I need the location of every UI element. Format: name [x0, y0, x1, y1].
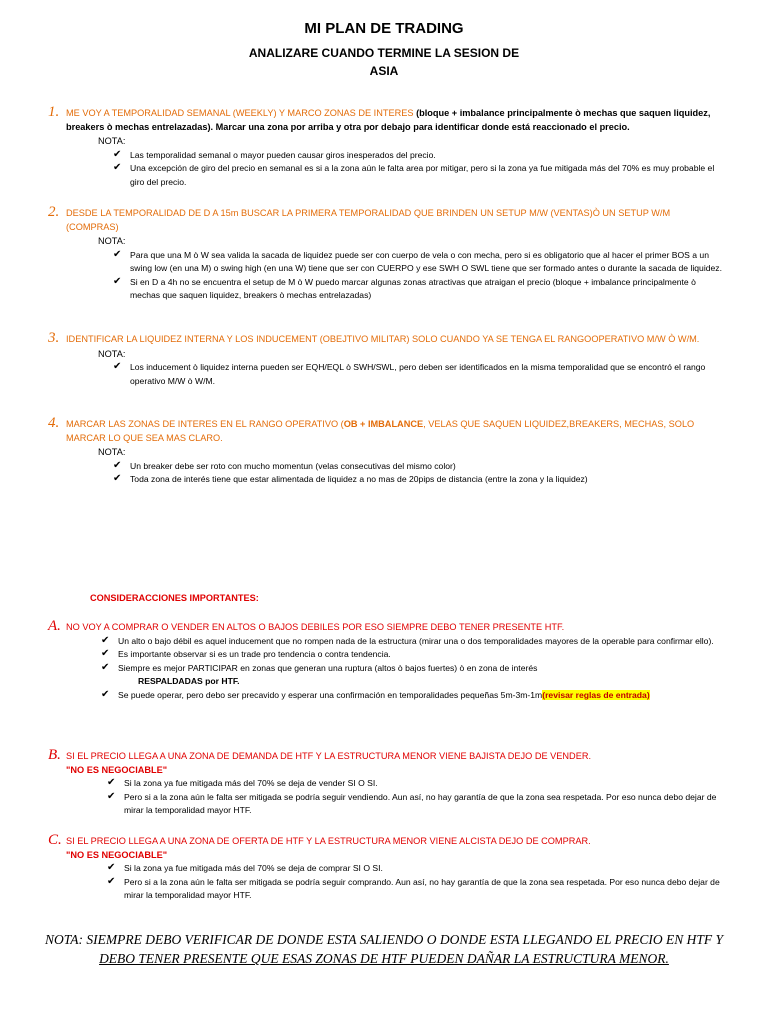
checkmark-icon: ✔ [101, 688, 110, 700]
check-item: ✔ Un alto o bajo débil es aquel inducement que no rompen nada de la estructura (mirar una o dos temporalidades mayores de la operable para confirmar ello). [101, 634, 714, 646]
checkmark-icon: ✔ [107, 777, 116, 788]
step-3 [48, 330, 724, 388]
nota-label: NOTA: [98, 236, 126, 246]
rule-a [48, 618, 724, 702]
checkmark-icon: ✔ [113, 148, 122, 160]
checkmark-icon: ✔ [101, 648, 110, 659]
checkmark-icon: ✔ [107, 790, 116, 802]
nota-label: NOTA: [98, 348, 126, 359]
footer-line-1: NOTA: SIEMPRE DEBO VERIFICAR DE DONDE ESTA SALIENDO O DONDE ESTA LLEGANDO EL PRECIO EN HTF Y [45, 932, 723, 947]
check-item: ✔ Pero si a la zona aún le falta ser mitigada se podría seguir vendiendo. Aun así, no hay garantía de que la zona sea respetada. Por eso nunca debo dejar de mirar la temporalidad mayor HTF. [107, 790, 717, 815]
rule-letter: A. [48, 618, 61, 634]
nota-label: NOTA: [98, 447, 126, 457]
check-item: ✔ Si la zona ya fue mitigada más del 70% se deja de comprar SI O SI. [107, 862, 383, 873]
check-item: ✔ Si en D a 4h no se encuentra el setup de M ò W puedo marcar algunas zonas atractivas que atraigan el precio (bloque + imbalance principalmente ò mechas que saquen liquidez, breakers ò mechas entrelazadas) [113, 275, 696, 300]
check-item: ✔ Es importante observar si es un trade pro tendencia o contra tendencia. [101, 648, 391, 659]
checkmark-icon: ✔ [113, 473, 122, 484]
step-number: 1. [48, 104, 60, 120]
non-negotiable-label: "NO ES NEGOCIABLE" [66, 764, 168, 775]
checkmark-icon: ✔ [101, 661, 110, 673]
subtitle-line-2: ASIA [369, 64, 399, 78]
non-negotiable-label: "NO ES NEGOCIABLE" [66, 849, 168, 860]
step-number: 3. [48, 330, 60, 346]
step-heading: DESDE LA TEMPORALIDAD DE D A 15m BUSCAR LA PRIMERA TEMPORALIDAD QUE BRINDEN UN SETUP M/W (VENTAS)Ò UN SETUP W/M (COMPRAS) [66, 208, 671, 232]
check-item: ✔ Un breaker debe ser roto con mucho momentun (velas consecutivas del mismo color) [113, 459, 456, 471]
subtitle-line-1: ANALIZARE CUANDO TERMINE LA SESION DE [248, 46, 520, 60]
checkmark-icon: ✔ [113, 275, 122, 287]
step-1 [48, 104, 724, 189]
check-item: ✔ Se puede operar, pero debo ser precavido y esperar una confirmación en temporalidades pequeñas 5m-3m-1m(revisar reglas de entrada) [101, 688, 650, 700]
check-item: ✔ Para que una M ò W sea valida la sacada de liquidez puede ser con cuerpo de vela o con mecha, pero si es obligatorio que al hacer el primer BOS a un swing low (en una M) o swing high (en una W) tiene que ser con CUERPO y ese SWH O SWL tiene que ser formado antes o durante la sacada de liquidez. [113, 248, 722, 273]
highlight-note: (revisar reglas de entrada) [542, 689, 650, 700]
check-item: ✔ Si la zona ya fue mitigada más del 70% se deja de vender SI O SI. [107, 777, 378, 788]
rule-heading: SI EL PRECIO LLEGA A UNA ZONA DE DEMANDA DE HTF Y LA ESTRUCTURA MENOR VIENE BAJISTA DEJO DE VENDER. [66, 751, 592, 761]
checkmark-icon: ✔ [107, 862, 116, 873]
check-item: ✔ Las temporalidad semanal o mayor pueden causar giros inesperados del precio. [113, 148, 436, 160]
check-item: ✔ Siempre es mejor PARTICIPAR en zonas que generan una ruptura (altos ò bajos fuertes) ò en zona de interés RESPALDADAS por HTF. [101, 661, 538, 686]
checkmark-icon: ✔ [107, 875, 116, 887]
check-item: ✔ Una excepción de giro del precio en semanal es si a la zona aún le falta area por mitigar, pero si la zona ya fue mitigada más del 70% es muy probable el giro del precio. [113, 162, 715, 187]
considerations-heading: CONSIDERACCIONES IMPORTANTES: [90, 593, 259, 603]
footer-note [0, 930, 768, 968]
step-heading: IDENTIFICAR LA LIQUIDEZ INTERNA Y LOS INDUCEMENT (OBEJTIVO MILITAR) SOLO CUANDO YA SE TENGA EL RANGOOPERATIVO M/W Ò W/M. [66, 334, 700, 344]
rule-letter: B. [48, 747, 61, 763]
step-number: 2. [48, 204, 60, 220]
checkmark-icon: ✔ [113, 361, 122, 372]
checkmark-icon: ✔ [113, 248, 122, 260]
step-heading: ME VOY A TEMPORALIDAD SEMANAL (WEEKLY) Y MARCO ZONAS DE INTERES (bloque + imbalance principalmente ò mechas que saquen liquidez, breakers ò mechas entrelazadas). Marcar una zona por arriba y otra por debajo para identificar donde está reaccionado el precio. [66, 108, 711, 132]
check-item: ✔ Pero si a la zona aún le falta ser mitigada se podría seguir comprando. Aun así, no hay garantía de que la zona sea respetada. Por eso nunca debo dejar de mirar la temporalidad mayor HTF. [107, 875, 720, 900]
nota-label: NOTA: [98, 136, 126, 146]
step-2 [48, 204, 724, 303]
rule-heading: NO VOY A COMPRAR O VENDER EN ALTOS O BAJOS DEBILES POR ESO SIEMPRE DEBO TENER PRESENTE HTF. [66, 622, 565, 632]
step-heading: MARCAR LAS ZONAS DE INTERES EN EL RANGO OPERATIVO (OB + IMBALANCE, VELAS QUE SAQUEN LIQUIDEZ,BREAKERS, MECHAS, SOLO MARCAR LO QUE SEA MAS CLARO. [66, 419, 695, 443]
checkmark-icon: ✔ [113, 162, 122, 173]
step-number: 4. [48, 415, 60, 431]
checkmark-icon: ✔ [101, 634, 110, 646]
rule-c [48, 832, 724, 903]
step-4 [48, 415, 724, 487]
rule-b [48, 747, 724, 818]
check-item: ✔ Los inducement ò liquidez interna pueden ser EQH/EQL ò SWH/SWL, pero deben ser identificados en la misma temporalidad que se encontró el rango operativo M/W ò W/M. [113, 361, 706, 386]
rule-heading: SI EL PRECIO LLEGA A UNA ZONA DE OFERTA DE HTF Y LA ESTRUCTURA MENOR VIENE ALCISTA DEJO DE COMPRAR. [66, 836, 591, 846]
page-title: MI PLAN DE TRADING [304, 20, 464, 37]
footer-line-2: DEBO TENER PRESENTE QUE ESAS ZONAS DE HTF PUEDEN DAÑAR LA ESTRUCTURA MENOR. [99, 951, 669, 966]
checkmark-icon: ✔ [113, 459, 122, 471]
check-item: ✔ Toda zona de interés tiene que estar alimentada de liquidez a no mas de 20pips de distancia (entre la zona y la liquidez) [113, 473, 588, 484]
rule-letter: C. [48, 832, 62, 848]
